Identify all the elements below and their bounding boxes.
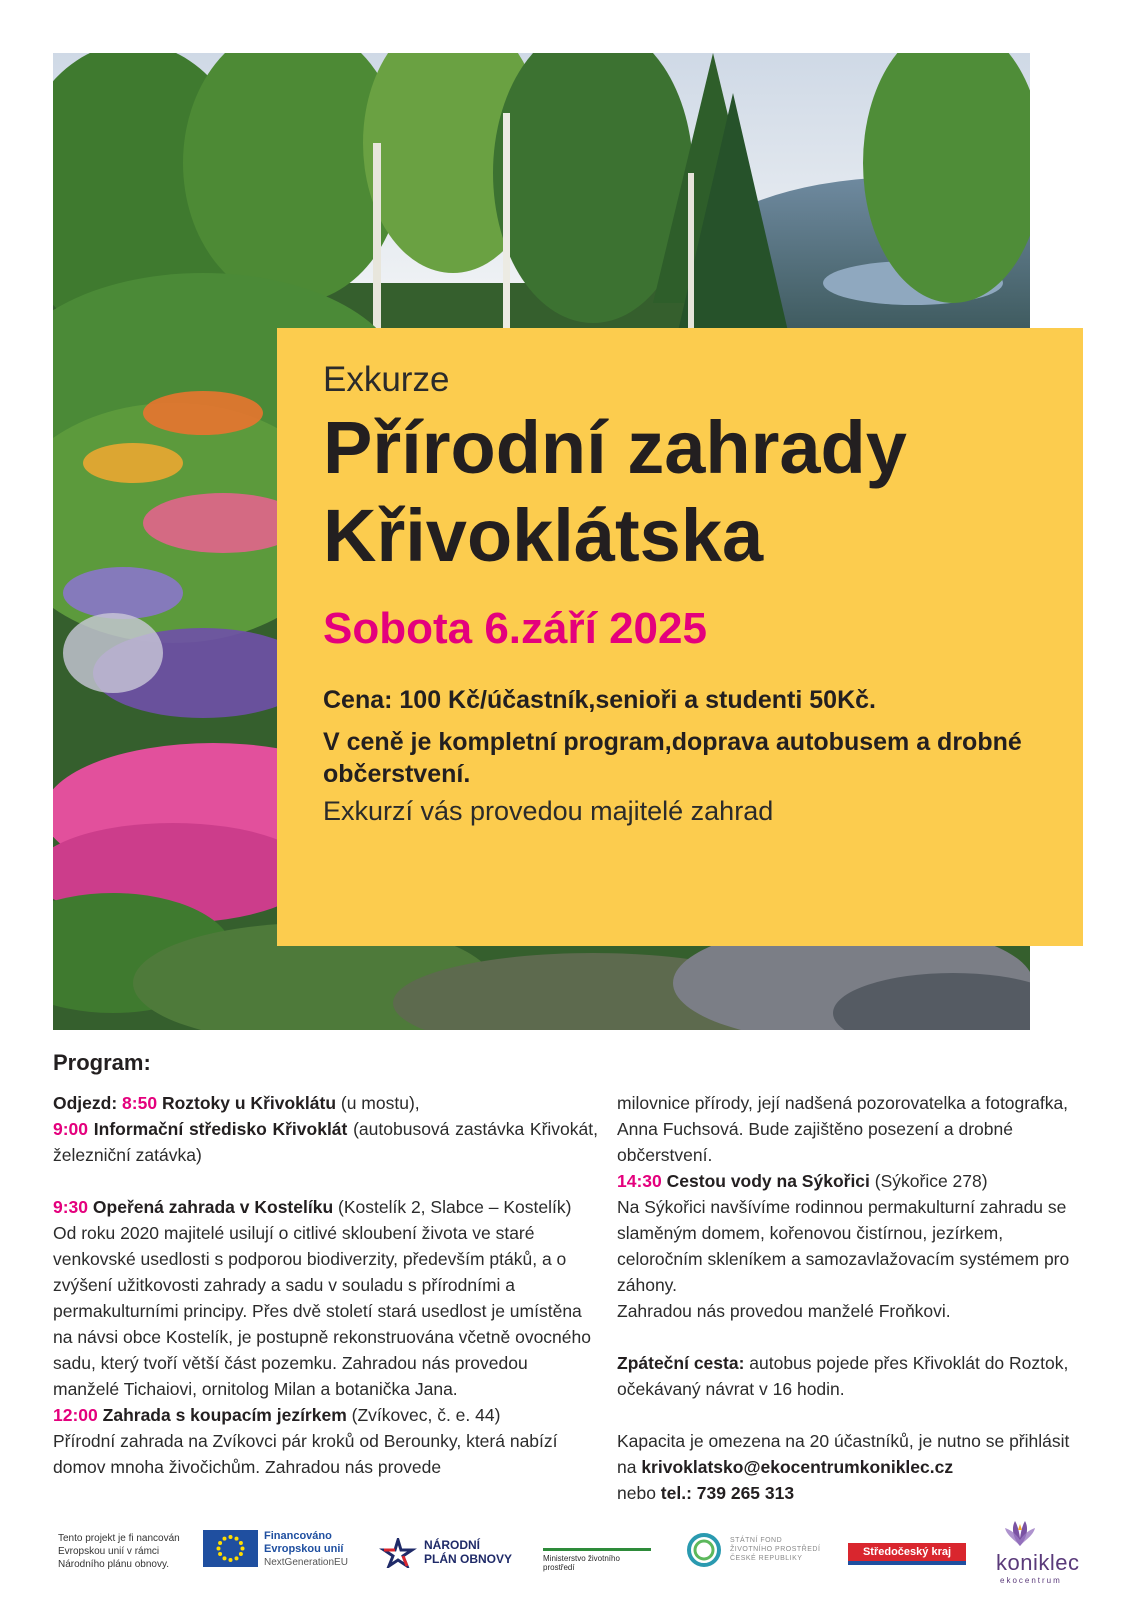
funding-note: Tento projekt je fi nancován Evropskou unií v rámci Národního plánu obnovy.	[58, 1533, 180, 1570]
koniklec-logo: koniklec	[996, 1550, 1080, 1575]
stop3-place: Zahrada s koupacím jezírkem	[102, 1405, 347, 1425]
departure-place: Roztoky u Křivoklátu	[161, 1093, 337, 1113]
event-guide: Exkurzí vás provedou majitelé zahrad	[323, 796, 774, 826]
stop2-time: 9:30	[53, 1197, 89, 1217]
contact-phone[interactable]: tel.: 739 265 313	[660, 1483, 795, 1503]
stop1-time: 9:00	[53, 1119, 89, 1139]
event-price: Cena: 100 Kč/účastník,senioři a studenti 50Kč.	[323, 686, 876, 714]
departure-time: 8:50	[122, 1093, 158, 1113]
stop3-note: (Zvíkovec, č. e. 44)	[346, 1405, 501, 1425]
departure-note: (u mostu),	[336, 1093, 420, 1113]
koniklec-subtitle: ekocentrum	[1000, 1576, 1062, 1585]
capacity-line	[617, 1428, 1087, 1506]
stop4-place: Cestou vody na Sýkořici	[666, 1171, 870, 1191]
stop1-note: (autobusová zastávka Křivokát, železniční zatávka)	[53, 1119, 598, 1165]
npo-logo: NÁRODNÍ PLÁN OBNOVY	[424, 1538, 513, 1566]
stop3-time: 12:00	[53, 1405, 98, 1425]
eu-funding-logo: Financováno Evropskou unií NextGenerationEU	[264, 1530, 348, 1568]
program-column-right	[617, 1090, 1087, 1506]
sfzp-circle-icon	[686, 1532, 722, 1568]
stop1-place: Informační středisko Křivoklát	[93, 1119, 348, 1139]
stop3-desc-continued: milovnice přírody, její nadšená pozorovatelka a fotografka, Anna Fuchsová. Bude zajištěno posezení a drobné občerstvení.	[617, 1093, 1069, 1165]
stop4-desc: Na Sýkořici navšívíme rodinnou permakulturní zahradu se slaměným domem, kořenovou čistírnou, jezírkem, celoročním skleníkem a samozavlažovacím systémem pro záhony.	[617, 1197, 1070, 1295]
capacity-text: Kapacita je omezena na 20 účastníků, je nutno se přihlásit na	[617, 1431, 1070, 1477]
stop3-desc: Přírodní zahrada na Zvíkovci pár kroků od Berounky, která nabízí domov mnoha živočichům. Zahradou nás provede	[53, 1431, 558, 1477]
event-date: Sobota 6.září 2025	[323, 604, 707, 653]
departure-line	[53, 1090, 598, 1116]
return-label: Zpáteční cesta:	[617, 1353, 745, 1373]
stop1-line	[53, 1116, 598, 1168]
event-title: Přírodní zahrady Křivoklátska	[323, 406, 907, 577]
event-kicker: Exkurze	[323, 360, 450, 399]
eu-flag-icon	[203, 1530, 258, 1567]
ministry-logo: Ministerstvo životního prostředí	[543, 1548, 651, 1572]
event-included: V ceně je kompletní program,doprava autobusem a drobné občerstvení.	[323, 728, 1022, 788]
program-heading: Program:	[53, 1050, 151, 1075]
stop4-time: 14:30	[617, 1171, 662, 1191]
stop4-note: (Sýkořice 278)	[869, 1171, 988, 1191]
stop2-desc: Od roku 2020 majitelé usilují o citlivé skloubení života ve staré venkovské usedlosti s podporou biodiverzity, především ptáků, a o zvýšení užitkovosti zahrady a sadu v souladu s přírodními a permakulturními principy. Přes dvě století stará usedlost je umístěna na návsi obce Kostelík, je postupně rekonstruována včetně ovocného sadu, který tvoří větší část pozemku. Zahradou nás provedou manželé Tichaiovi, ornitolog Milan a botanička Jana.	[53, 1223, 591, 1399]
contact-email[interactable]: krivoklatsko@ekocentrumkoniklec.cz	[641, 1457, 954, 1477]
stop3-line	[53, 1402, 598, 1428]
region-logo: Středočeský kraj	[848, 1543, 966, 1565]
stop4-desc2: Zahradou nás provedou manželé Froňkovi.	[617, 1301, 951, 1321]
title-panel	[277, 328, 1083, 946]
return-line	[617, 1350, 1087, 1402]
sfzp-logo: STÁTNÍ FOND ŽIVOTNÍHO PROSTŘEDÍ ČESKÉ REPUBLIKY	[730, 1537, 821, 1562]
stop2-place: Opeřená zahrada v Kostelíku	[92, 1197, 334, 1217]
stop2-note: (Kostelík 2, Slabce – Kostelík)	[333, 1197, 572, 1217]
stop4-line	[617, 1168, 1087, 1194]
crocus-flower-icon	[1003, 1518, 1037, 1548]
capacity-or: nebo	[617, 1483, 661, 1503]
npo-star-icon	[378, 1538, 418, 1568]
footer-logos	[0, 1510, 1131, 1600]
program-column-left	[53, 1090, 598, 1480]
return-text: autobus pojede přes Křivoklát do Roztok, očekávaný návrat v 16 hodin.	[617, 1353, 1069, 1399]
stop2-line	[53, 1194, 598, 1402]
departure-label: Odjezd:	[53, 1093, 118, 1113]
